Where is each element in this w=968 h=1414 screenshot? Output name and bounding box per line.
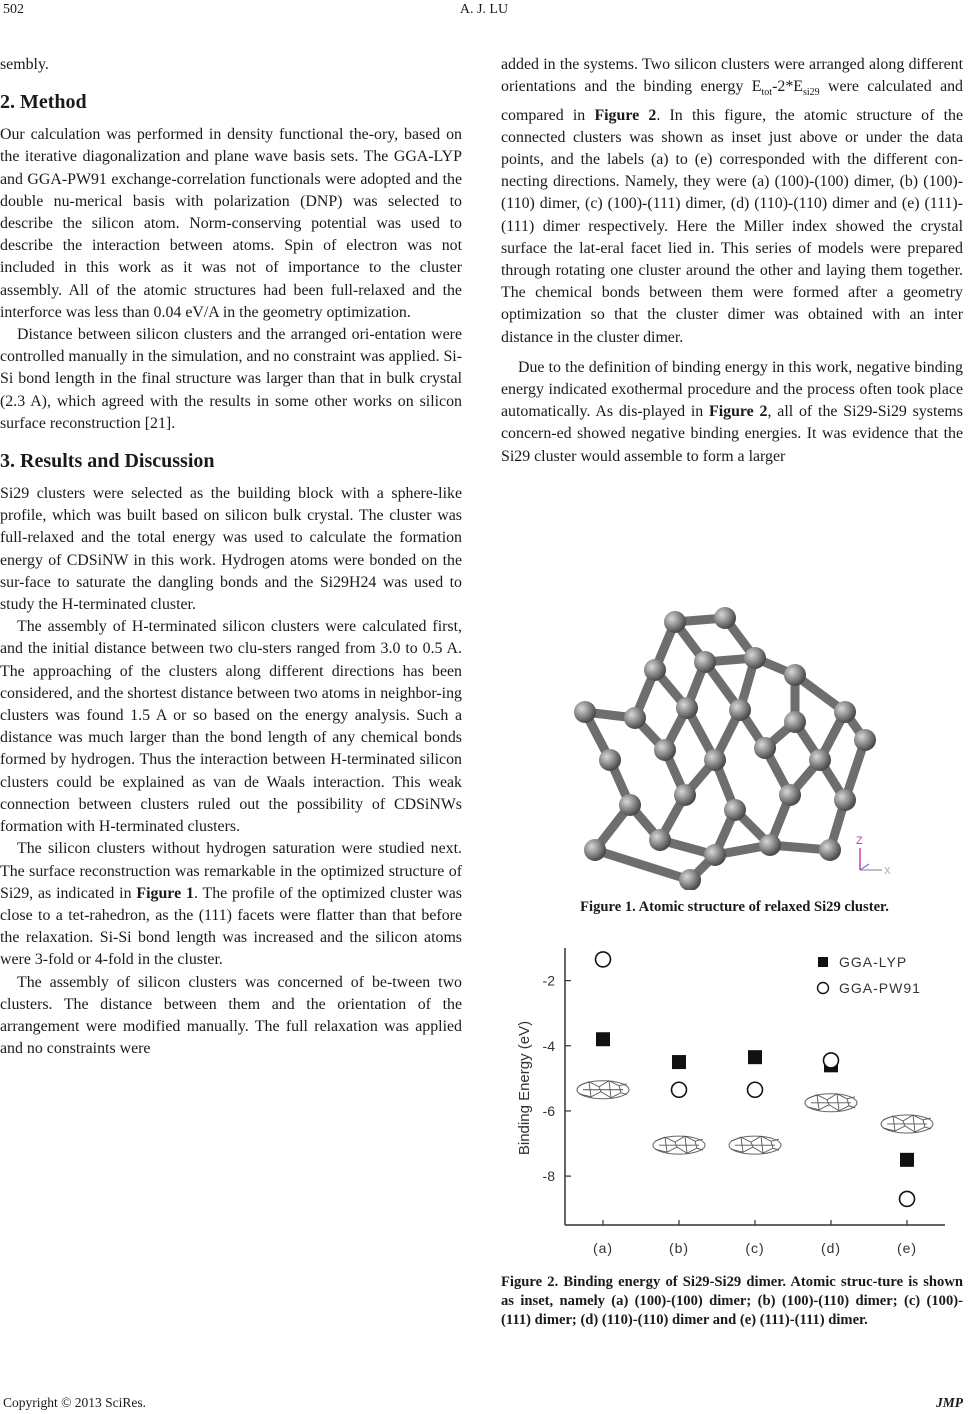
paragraph-right-2 (501, 357, 963, 468)
paragraph-results-3 (0, 838, 462, 971)
y-tick-label: -6 (542, 1102, 555, 1119)
page-header (0, 2, 968, 24)
dimer-inset (653, 1136, 705, 1154)
subscript: si29 (802, 87, 820, 99)
paragraph-right-1 (501, 54, 963, 349)
text-span: The silicon clusters without hydrogen saturation were studied next. The surface reconstruction was remarkable in the optimized structure of Si29, as indicated in (0, 840, 462, 902)
dimer-inset (805, 1094, 857, 1112)
y-axis-label: Binding Energy (eV) (516, 1020, 533, 1156)
text-span: added in the systems. Two silicon clusters were arranged along different orientations and the binding energy E (501, 56, 963, 96)
si-atom (599, 749, 621, 771)
si-atom (754, 737, 776, 759)
paragraph-method-2: Distance between silicon clusters and the arranged ori-entation were controlled manually in the simulation, and no constraint was applied. Si-Si bond length in the final structure was larger than that in bulk crystal (2.3 A), which agreed with the results in some other works on silicon surface reconstruction [21]. (0, 326, 462, 432)
pw91-point (596, 952, 611, 967)
axis-z-label: Z (856, 835, 863, 847)
figure-2-caption: Figure 2. Binding energy of Si29-Si29 dimer. Atomic struc-ture is shown as inset, namely (a) (100)-(100) dimer; (b) (100)-(110) dimer; (c) (100)-(111) dimer; (d) (110)-(110) dimer and (e) (111)-(111) dimer. (501, 1274, 963, 1328)
si-atom (644, 659, 666, 681)
si-atom (834, 789, 856, 811)
left-column (0, 54, 462, 1060)
si-atom (704, 749, 726, 771)
y-tick-label: -4 (542, 1037, 555, 1054)
si-atom (779, 784, 801, 806)
text-span: were calculated and compared in (501, 78, 964, 124)
right-column (501, 54, 963, 468)
copyright: Copyright © 2013 SciRes. (3, 1395, 147, 1410)
x-tick-label: (e) (896, 1240, 918, 1256)
text-span: Due to the definition of binding energy in this work, negative binding energy indicated exothermal procedure and the process often took place automatically. As dis-played in (501, 358, 963, 421)
dimer-inset (729, 1136, 781, 1154)
figure-1-molecule (555, 600, 910, 890)
si-atom (704, 844, 726, 866)
dimer-inset (577, 1081, 629, 1099)
axis-x-label: X (884, 866, 891, 877)
si-atom (729, 699, 751, 721)
lyp-point (748, 1050, 762, 1064)
si-atom (664, 611, 686, 633)
paragraph-method-1: Our calculation was performed in density functional the-ory, based on the iterative diagonalization and plane wave basis sets. The GGA-LYP and GGA-PW91 exchange-correlation functionals were adopted and the double nu-merical basis with polarization (DNP) was selected to describe the silicon atom. Norm-conserving potential was used to describe the interaction between atoms. Spin of electron was not included in this work as it was not of importance to the cluster assembly. All of the atomic structures had been full-relaxed and the interforce was less than 0.04 eV/A in the geometry optimization. (0, 126, 462, 321)
si-atom (784, 664, 806, 686)
text-span: . The profile of the optimized cluster was close to a tet-rahedron, as the (111) facets were flatter than that before the relaxation. Si-Si bond length was increased and the silicon atoms were 3-fold or 4-fold in the cluster. (0, 884, 462, 969)
si-atom (574, 701, 596, 723)
si-atom (714, 607, 736, 629)
si-atom (619, 794, 641, 816)
dimer-inset (881, 1115, 933, 1133)
lyp-point (596, 1032, 610, 1046)
si-atom (854, 729, 876, 751)
axis-triad (856, 835, 891, 877)
paragraph-continued: sembly. (0, 56, 49, 73)
x-tick-label: (c) (745, 1240, 765, 1256)
pw91-point (748, 1082, 763, 1097)
si-atom (744, 647, 766, 669)
si-atom (809, 749, 831, 771)
si-si-bond (595, 850, 690, 880)
legend-square-icon (818, 957, 828, 967)
journal-name: JMP (936, 1395, 963, 1410)
figure-1-reference[interactable]: Figure 1 (136, 884, 194, 902)
lyp-point (672, 1055, 686, 1069)
figure-2-reference[interactable]: Figure 2 (594, 106, 657, 124)
si-atom (679, 869, 701, 890)
figure-1-caption: Figure 1. Atomic structure of relaxed Si29 cluster. (580, 899, 889, 915)
lyp-point (900, 1153, 914, 1167)
si-atom (584, 839, 606, 861)
x-tick-label: (a) (592, 1240, 614, 1256)
section-heading-method: 2. Method (0, 91, 87, 114)
si-atom (654, 739, 676, 761)
x-tick-label: (d) (820, 1240, 842, 1256)
subscript: tot (761, 87, 773, 99)
legend-label: GGA-LYP (839, 954, 908, 970)
si-atom (674, 784, 696, 806)
text-span: . In this figure, the atomic structure of the connected clusters was shown as inset just above or under the data points, and the labels (a) to (e) corresponded with the different con-necting directions. Namely, they were (a) (100)-(100) dimer, (b) (100)-(110) dimer, (c) (100)-(111) dimer, (d) (110)-(110) dimer and (e) (111)-(111) dimer respectively. Here the Miller index showed the crystal surface the lat-eral facet lied in. This series of models were prepared through rotating one cluster around the other and laying them together. The chemical bonds between them were formed after a geometry optimization so that the cluster dimer was obtained with an inter distance in the cluster dimer. (501, 106, 964, 346)
y-ticks (543, 973, 571, 1185)
y-tick-label: -2 (542, 972, 555, 989)
legend-circle-icon (818, 983, 829, 994)
legend-label: GGA-PW91 (839, 980, 921, 996)
text-span: , all of the Si29-Si29 systems concern-ed showed negative binding energies. It was evidence that the Si29 cluster would assemble to form a larger (501, 403, 963, 465)
page-number: 502 (3, 2, 24, 17)
figure-2-reference[interactable]: Figure 2 (709, 403, 768, 421)
paragraph-results-4: The assembly of silicon clusters was concerned of be-tween two clusters. The distance between them and the orientation of the arrangement were modified manually. The full relaxation was applied and no constraints were (0, 973, 462, 1058)
si-atom (759, 834, 781, 856)
si-atom (834, 701, 856, 723)
text-span: -2*E (772, 78, 803, 96)
paragraph-results-1: Si29 clusters were selected as the building block with a sphere-like profile, which was built based on silicon bulk crystal. The cluster was full-relaxed and the total energy was used to calculate the formation energy of CDSiNW in this work. Hydrogen atoms were bonded on the sur-face to saturate the dangling bonds and the Si29H24 was used to study the H-terminated cluster. (0, 485, 462, 614)
paragraph-results-2: The assembly of H-terminated silicon clusters were calculated first, and the initial distance between two clu-sters ranged from 3.0 to 0.5 A. The approaching of the clusters along different directions has been considered, and the shortest distance between two atoms in neighbor-ing clusters was found 1.5 A or so based on the energy analysis. Such a distance was much larger than the bond length of any chemical bonds formed by hydrogen. Thus the interaction between H-terminated silicon clusters could be explained as van de Waals interaction. This weak connection between clusters ruled out the possibility of CDSiNWs formation with H-terminated clusters. (0, 618, 462, 836)
pw91-point (824, 1053, 839, 1068)
si-atom (649, 829, 671, 851)
si-atom (784, 711, 806, 733)
pw91-point (900, 1191, 915, 1206)
si-atom (819, 839, 841, 861)
si-atom (694, 651, 716, 673)
si-atom (624, 707, 646, 729)
running-author: A. J. LU (459, 2, 509, 17)
chart-legend (818, 954, 921, 996)
figure-2-chart (505, 940, 965, 1260)
si-atom (676, 697, 698, 719)
y-tick-label: -8 (542, 1168, 555, 1185)
si-atom (724, 799, 746, 821)
x-tick-label: (b) (668, 1240, 690, 1256)
section-heading-results: 3. Results and Discussion (0, 450, 215, 473)
pw91-point (672, 1082, 687, 1097)
